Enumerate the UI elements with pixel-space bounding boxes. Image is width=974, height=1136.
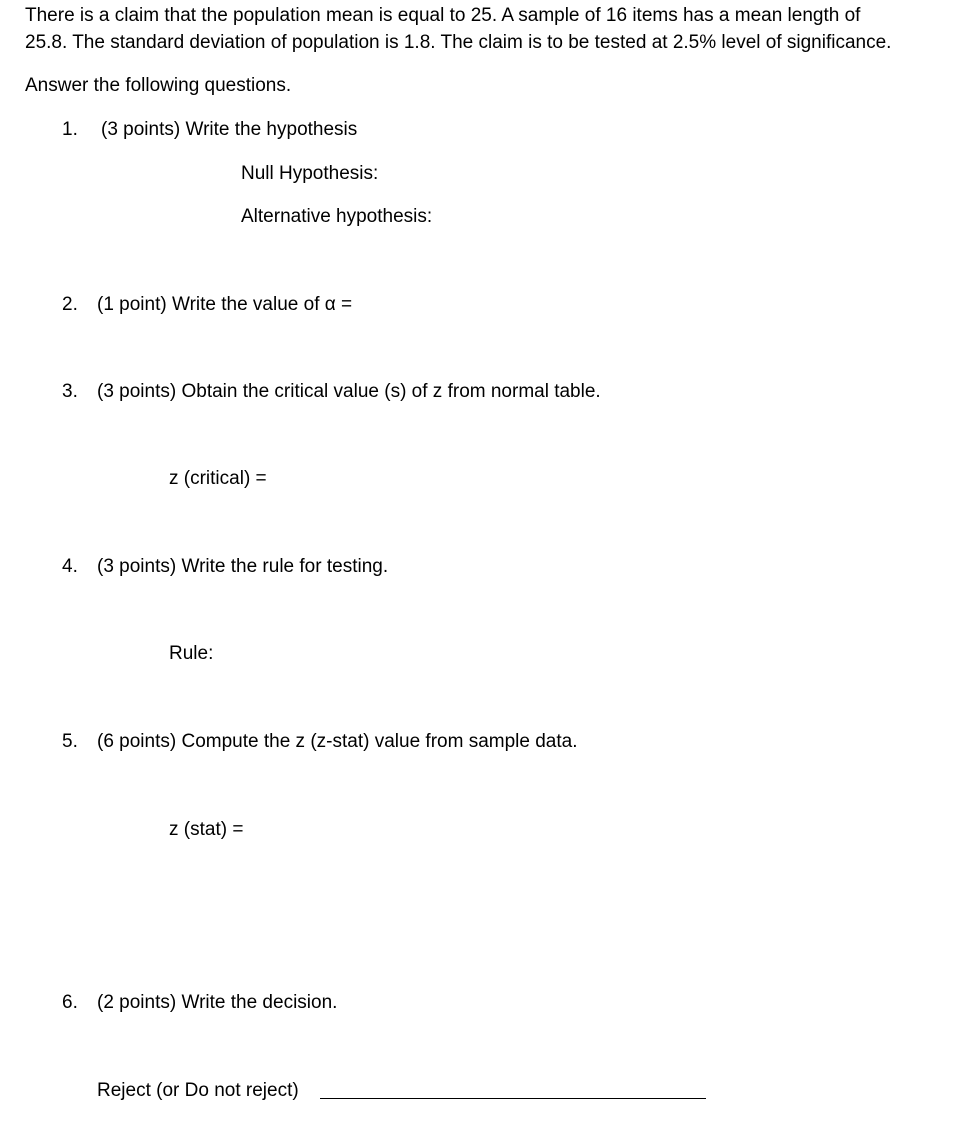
- question-2-text: (1 point) Write the value of α =: [97, 294, 353, 315]
- null-hypothesis-label: Null Hypothesis:: [241, 163, 379, 184]
- rule-label: Rule:: [169, 643, 214, 664]
- decision-answer-line[interactable]: [320, 1098, 706, 1099]
- question-5-number: 5.: [62, 731, 78, 752]
- problem-statement-line-2: 25.8. The standard deviation of population is 1.8. The claim is to be tested at 2.5% level of significance.: [25, 32, 892, 53]
- problem-statement-line-1: There is a claim that the population mean is equal to 25. A sample of 16 items has a mean length of: [25, 5, 861, 26]
- question-3-text: (3 points) Obtain the critical value (s) of z from normal table.: [97, 381, 601, 402]
- instructions: Answer the following questions.: [25, 75, 292, 96]
- question-6-number: 6.: [62, 992, 78, 1013]
- question-1-number: 1.: [62, 119, 78, 140]
- question-6-text: (2 points) Write the decision.: [97, 992, 338, 1013]
- z-stat-label: z (stat) =: [169, 819, 244, 840]
- question-2-number: 2.: [62, 294, 78, 315]
- decision-label: Reject (or Do not reject): [97, 1080, 299, 1101]
- alternative-hypothesis-label: Alternative hypothesis:: [241, 206, 433, 227]
- question-4-number: 4.: [62, 556, 78, 577]
- question-3-number: 3.: [62, 381, 78, 402]
- question-4-text: (3 points) Write the rule for testing.: [97, 556, 389, 577]
- question-1-text: (3 points) Write the hypothesis: [101, 119, 358, 140]
- question-5-text: (6 points) Compute the z (z-stat) value from sample data.: [97, 731, 578, 752]
- z-critical-label: z (critical) =: [169, 468, 267, 489]
